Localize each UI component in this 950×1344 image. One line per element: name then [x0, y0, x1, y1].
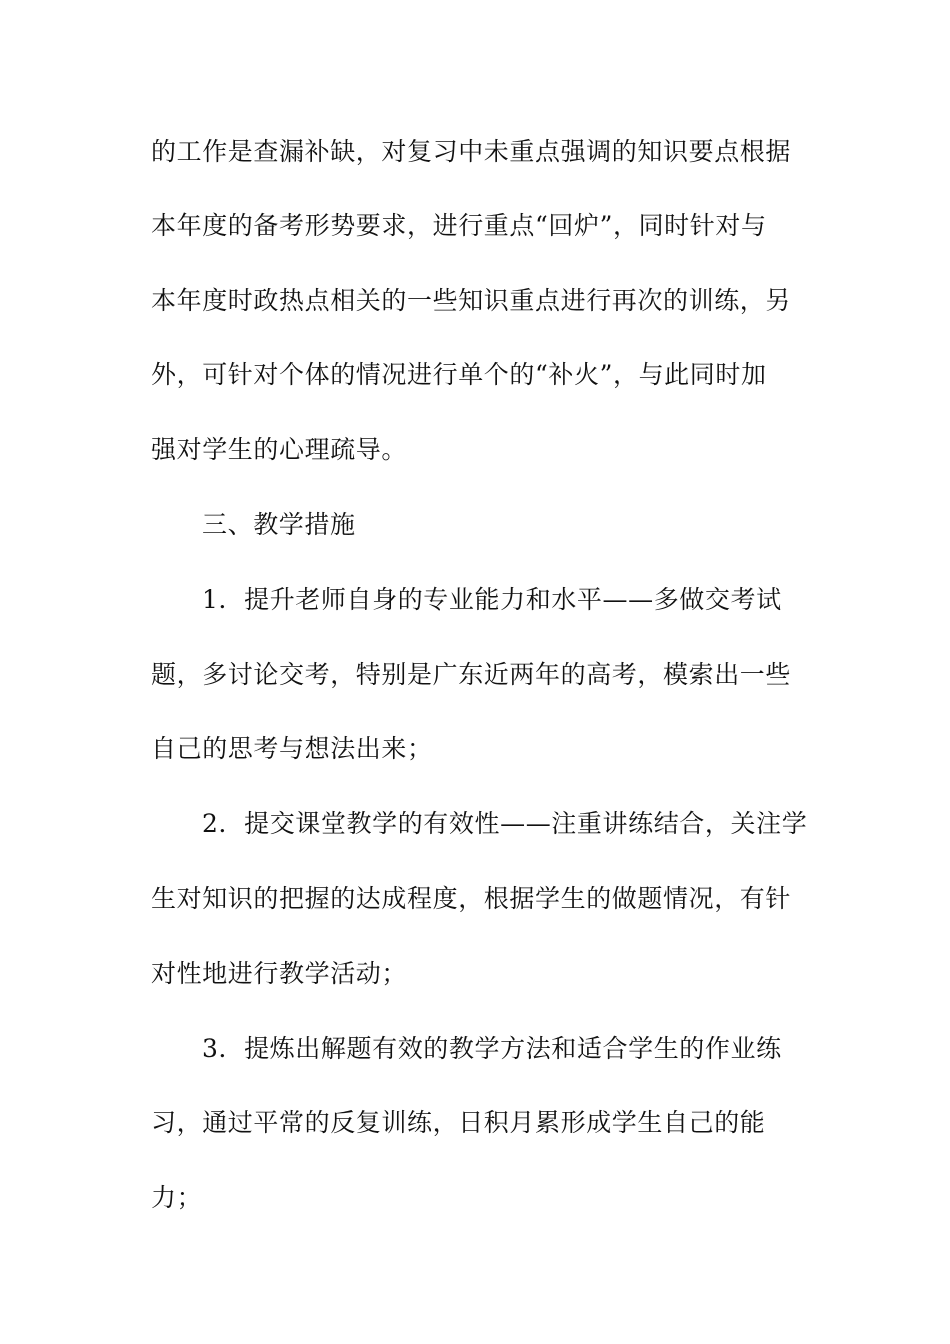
list-item-3-line: 3．提炼出解题有效的教学方法和适合学生的作业练: [202, 1034, 782, 1063]
list-item-3-line: 力；: [151, 1183, 203, 1212]
list-item-2-line: 生对知识的把握的达成程度，根据学生的做题情况，有针: [151, 884, 792, 913]
paragraph-line: 本年度时政热点相关的一些知识重点进行再次的训练，另: [151, 286, 792, 315]
list-item-1-line: 1．提升老师自身的专业能力和水平——多做交考试: [202, 585, 782, 614]
list-item-2-line: 对性地进行教学活动；: [151, 959, 408, 988]
paragraph-line: 外，可针对个体的情况进行单个的“补火”，与此同时加: [151, 360, 767, 389]
list-item-1-line: 题，多讨论交考，特别是广东近两年的高考，模索出一些: [151, 660, 792, 689]
paragraph-line: 的工作是查漏补缺，对复习中未重点强调的知识要点根据: [151, 137, 792, 166]
section-heading: 三、教学措施: [202, 510, 356, 539]
paragraph-line: 强对学生的心理疏导。: [151, 435, 408, 464]
list-item-1-line: 自己的思考与想法出来；: [151, 734, 433, 763]
paragraph-line: 本年度的备考形势要求，进行重点“回炉”，同时针对与: [151, 211, 767, 240]
list-item-2-line: 2．提交课堂教学的有效性——注重讲练结合，关注学: [202, 809, 808, 838]
list-item-3-line: 习，通过平常的反复训练，日积月累形成学生自己的能: [151, 1108, 766, 1137]
